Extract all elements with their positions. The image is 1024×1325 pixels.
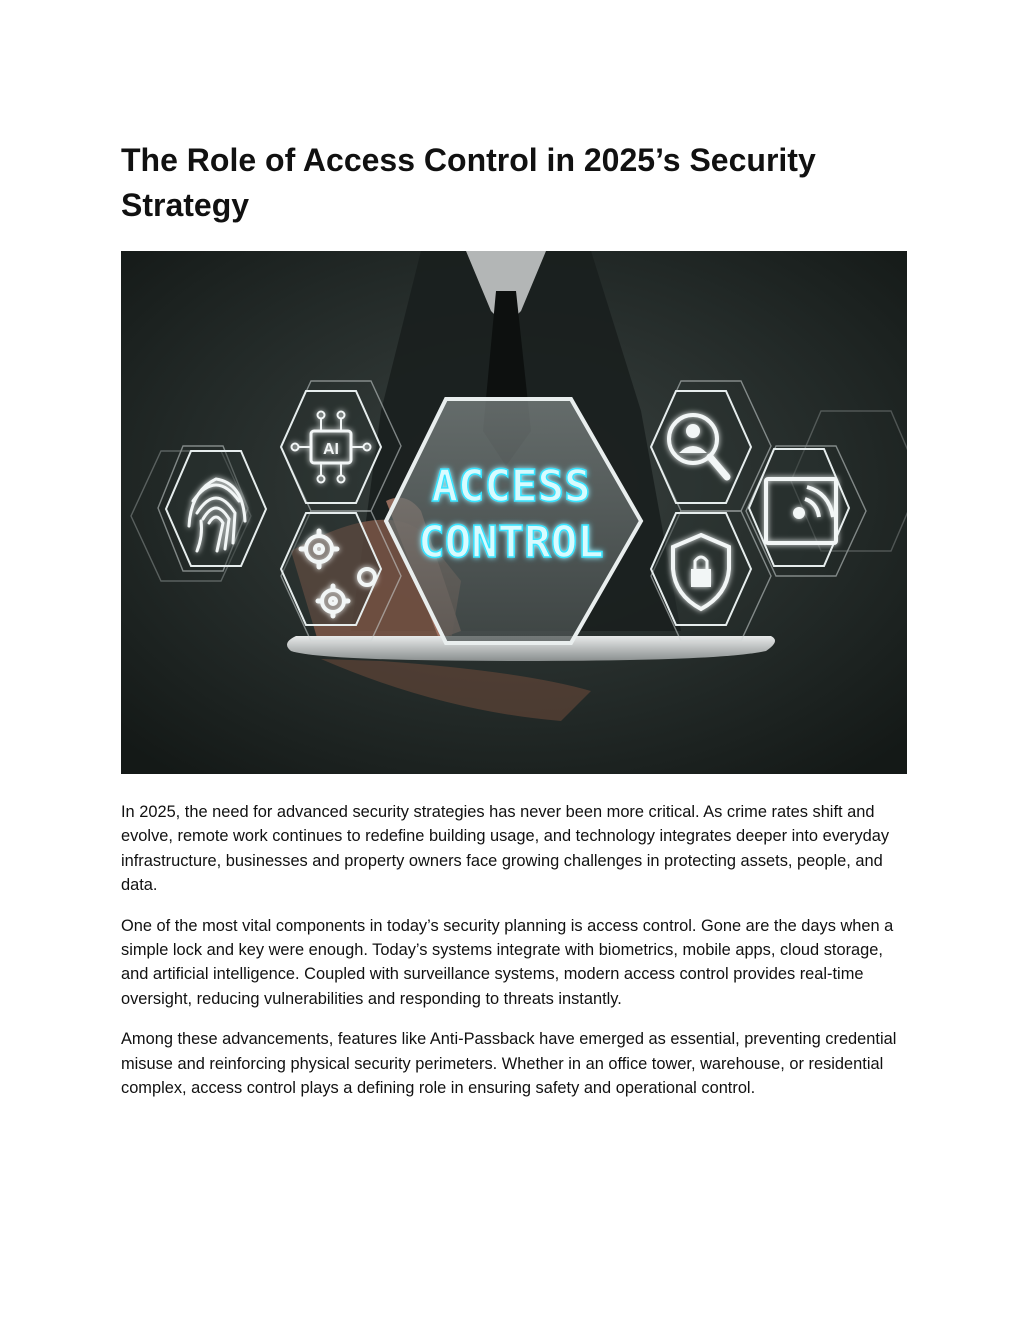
hero-image	[121, 251, 907, 774]
overlay-text-line-2: CONTROL	[418, 517, 604, 568]
paragraph: One of the most vital components in today’s security planning is access control. Gone are the days when a simple lock and key were enough. Today’s systems integrate with biometrics, mobile apps, cloud storage, and artificial intelligence. Coupled with surveillance systems, modern access control provides real-time oversight, reducing vulnerabilities and responding to threats instantly.	[121, 916, 894, 1008]
overlay-text-line-1: ACCESS	[431, 461, 591, 512]
paragraph: Among these advancements, features like Anti-Passback have emerged as essential, preventing credential misuse and reinforcing physical security perimeters. Whether in an office tower, warehouse, or residential complex, access control plays a defining role in ensuring safety and operational control.	[121, 1030, 897, 1098]
article-title: The Role of Access Control in 2025’s Security Strategy	[121, 142, 816, 223]
article-body	[121, 800, 907, 1116]
paragraph: In 2025, the need for advanced security strategies has never been more critical. As crime rates shift and evolve, remote work continues to redefine building usage, and technology integrates deeper into everyday infrastructure, businesses and property owners face growing challenges in protecting assets, people, and data.	[121, 803, 890, 895]
ai-chip-label: AI	[323, 441, 339, 458]
